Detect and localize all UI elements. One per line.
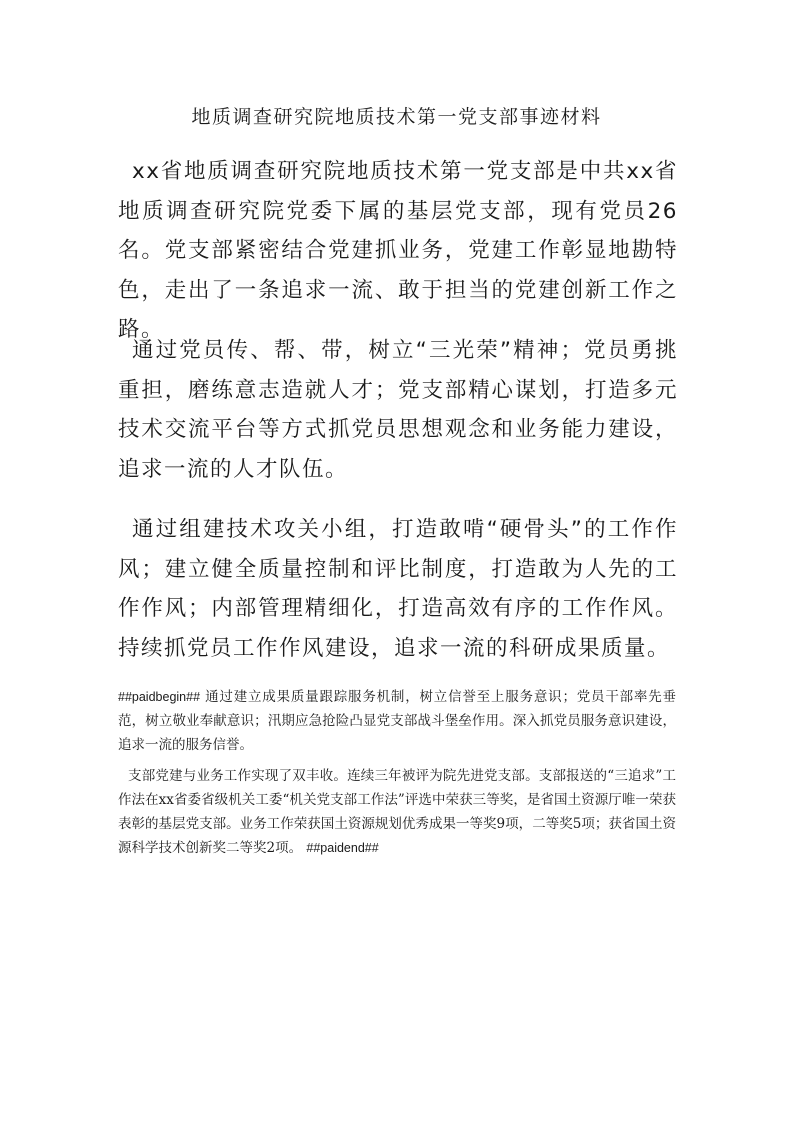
- paid-end-marker: ##paidend##: [306, 841, 379, 855]
- paragraph-2: 通过党员传、帮、带，树立“三光荣”精神；党员勇挑重担，磨练意志造就人才；党支部精心谋划，打造多元技术交流平台等方式抓党员思想观念和业务能力建设，追求一流的人才队伍。: [118, 338, 678, 482]
- paid-begin-marker: ##paidbegin##: [118, 690, 201, 704]
- paragraph-4-text: 通过建立成果质量跟踪服务机制，树立信誉至上服务意识；党员干部率先垂范，树立敬业奉献意识；汛期应急抢险凸显党支部战斗堡垒作用。深入抓党员服务意识建设，追求一流的服务信誉。: [118, 689, 676, 753]
- paragraph-4: [118, 685, 676, 757]
- paragraph-3: 通过组建技术攻关小组，打造敢啃“硬骨头”的工作作风；建立健全质量控制和评比制度，打造敢为人先的工作作风；内部管理精细化，打造高效有序的工作作风。持续抓党员工作作风建设，追求一流的科研成果质量。: [118, 517, 678, 661]
- paragraph-1: xx省地质调查研究院地质技术第一党支部是中共xx省地质调查研究院党委下属的基层党支部，现有党员26名。党支部紧密结合党建抓业务，党建工作彰显地勘特色，走出了一条追求一流、敢于担当的党建创新工作之路。: [118, 159, 678, 342]
- paragraph-5: [118, 764, 676, 860]
- paragraph-5-text: 支部党建与业务工作实现了双丰收。连续三年被评为院先进党支部。支部报送的“三追求”工作法在xx省委省级机关工委“机关党支部工作法”评选中荣获三等奖，是省国土资源厅唯一荣获表彰的基层党支部。业务工作荣获国土资源规划优秀成果一等奖9项，二等奖5项；获省国土资源科学技术创新奖二等奖2项。: [118, 768, 676, 856]
- document-title: 地质调查研究院地质技术第一党支部事迹材料: [191, 106, 602, 128]
